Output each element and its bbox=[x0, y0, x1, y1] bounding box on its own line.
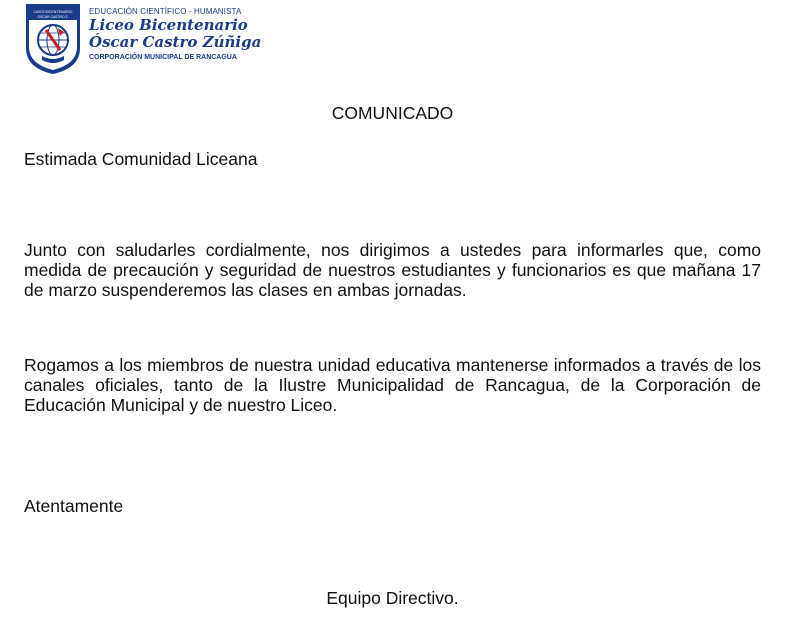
school-name-line1: Liceo Bicentenario bbox=[89, 16, 248, 34]
school-crest-icon bbox=[24, 2, 82, 76]
signature: Equipo Directivo. bbox=[326, 588, 459, 608]
document-title: COMUNICADO bbox=[331, 103, 454, 123]
school-identity bbox=[89, 6, 279, 64]
greeting: Estimada Comunidad Liceana bbox=[24, 149, 258, 169]
school-tagline: EDUCACIÓN CIENTÍFICO - HUMANISTA bbox=[89, 7, 242, 16]
school-name-line2: Óscar Castro Zúñiga bbox=[89, 33, 262, 51]
crest-text-sub: OSCAR CASTRO Z. bbox=[37, 15, 69, 19]
paragraph-1: Junto con saludarles cordialmente, nos dirigimos a ustedes para informarles que, como medida de precaución y seguridad de nuestros estudiantes y funcionarios es que mañana 17 de marzo suspenderemos las clases en ambas jornadas. bbox=[24, 240, 761, 300]
paragraph-2: Rogamos a los miembros de nuestra unidad educativa mantenerse informados a través de los canales oficiales, tanto de la Ilustre Municipalidad de Rancagua, de la Corporación de Educación Municipal y de nuestro Liceo. bbox=[24, 355, 761, 415]
letterhead bbox=[24, 2, 284, 78]
closing: Atentamente bbox=[24, 496, 124, 516]
corporation-name: CORPORACIÓN MUNICIPAL DE RANCAGUA bbox=[89, 54, 237, 61]
crest-text-top: LICEO BICENTENARIO bbox=[33, 10, 73, 14]
